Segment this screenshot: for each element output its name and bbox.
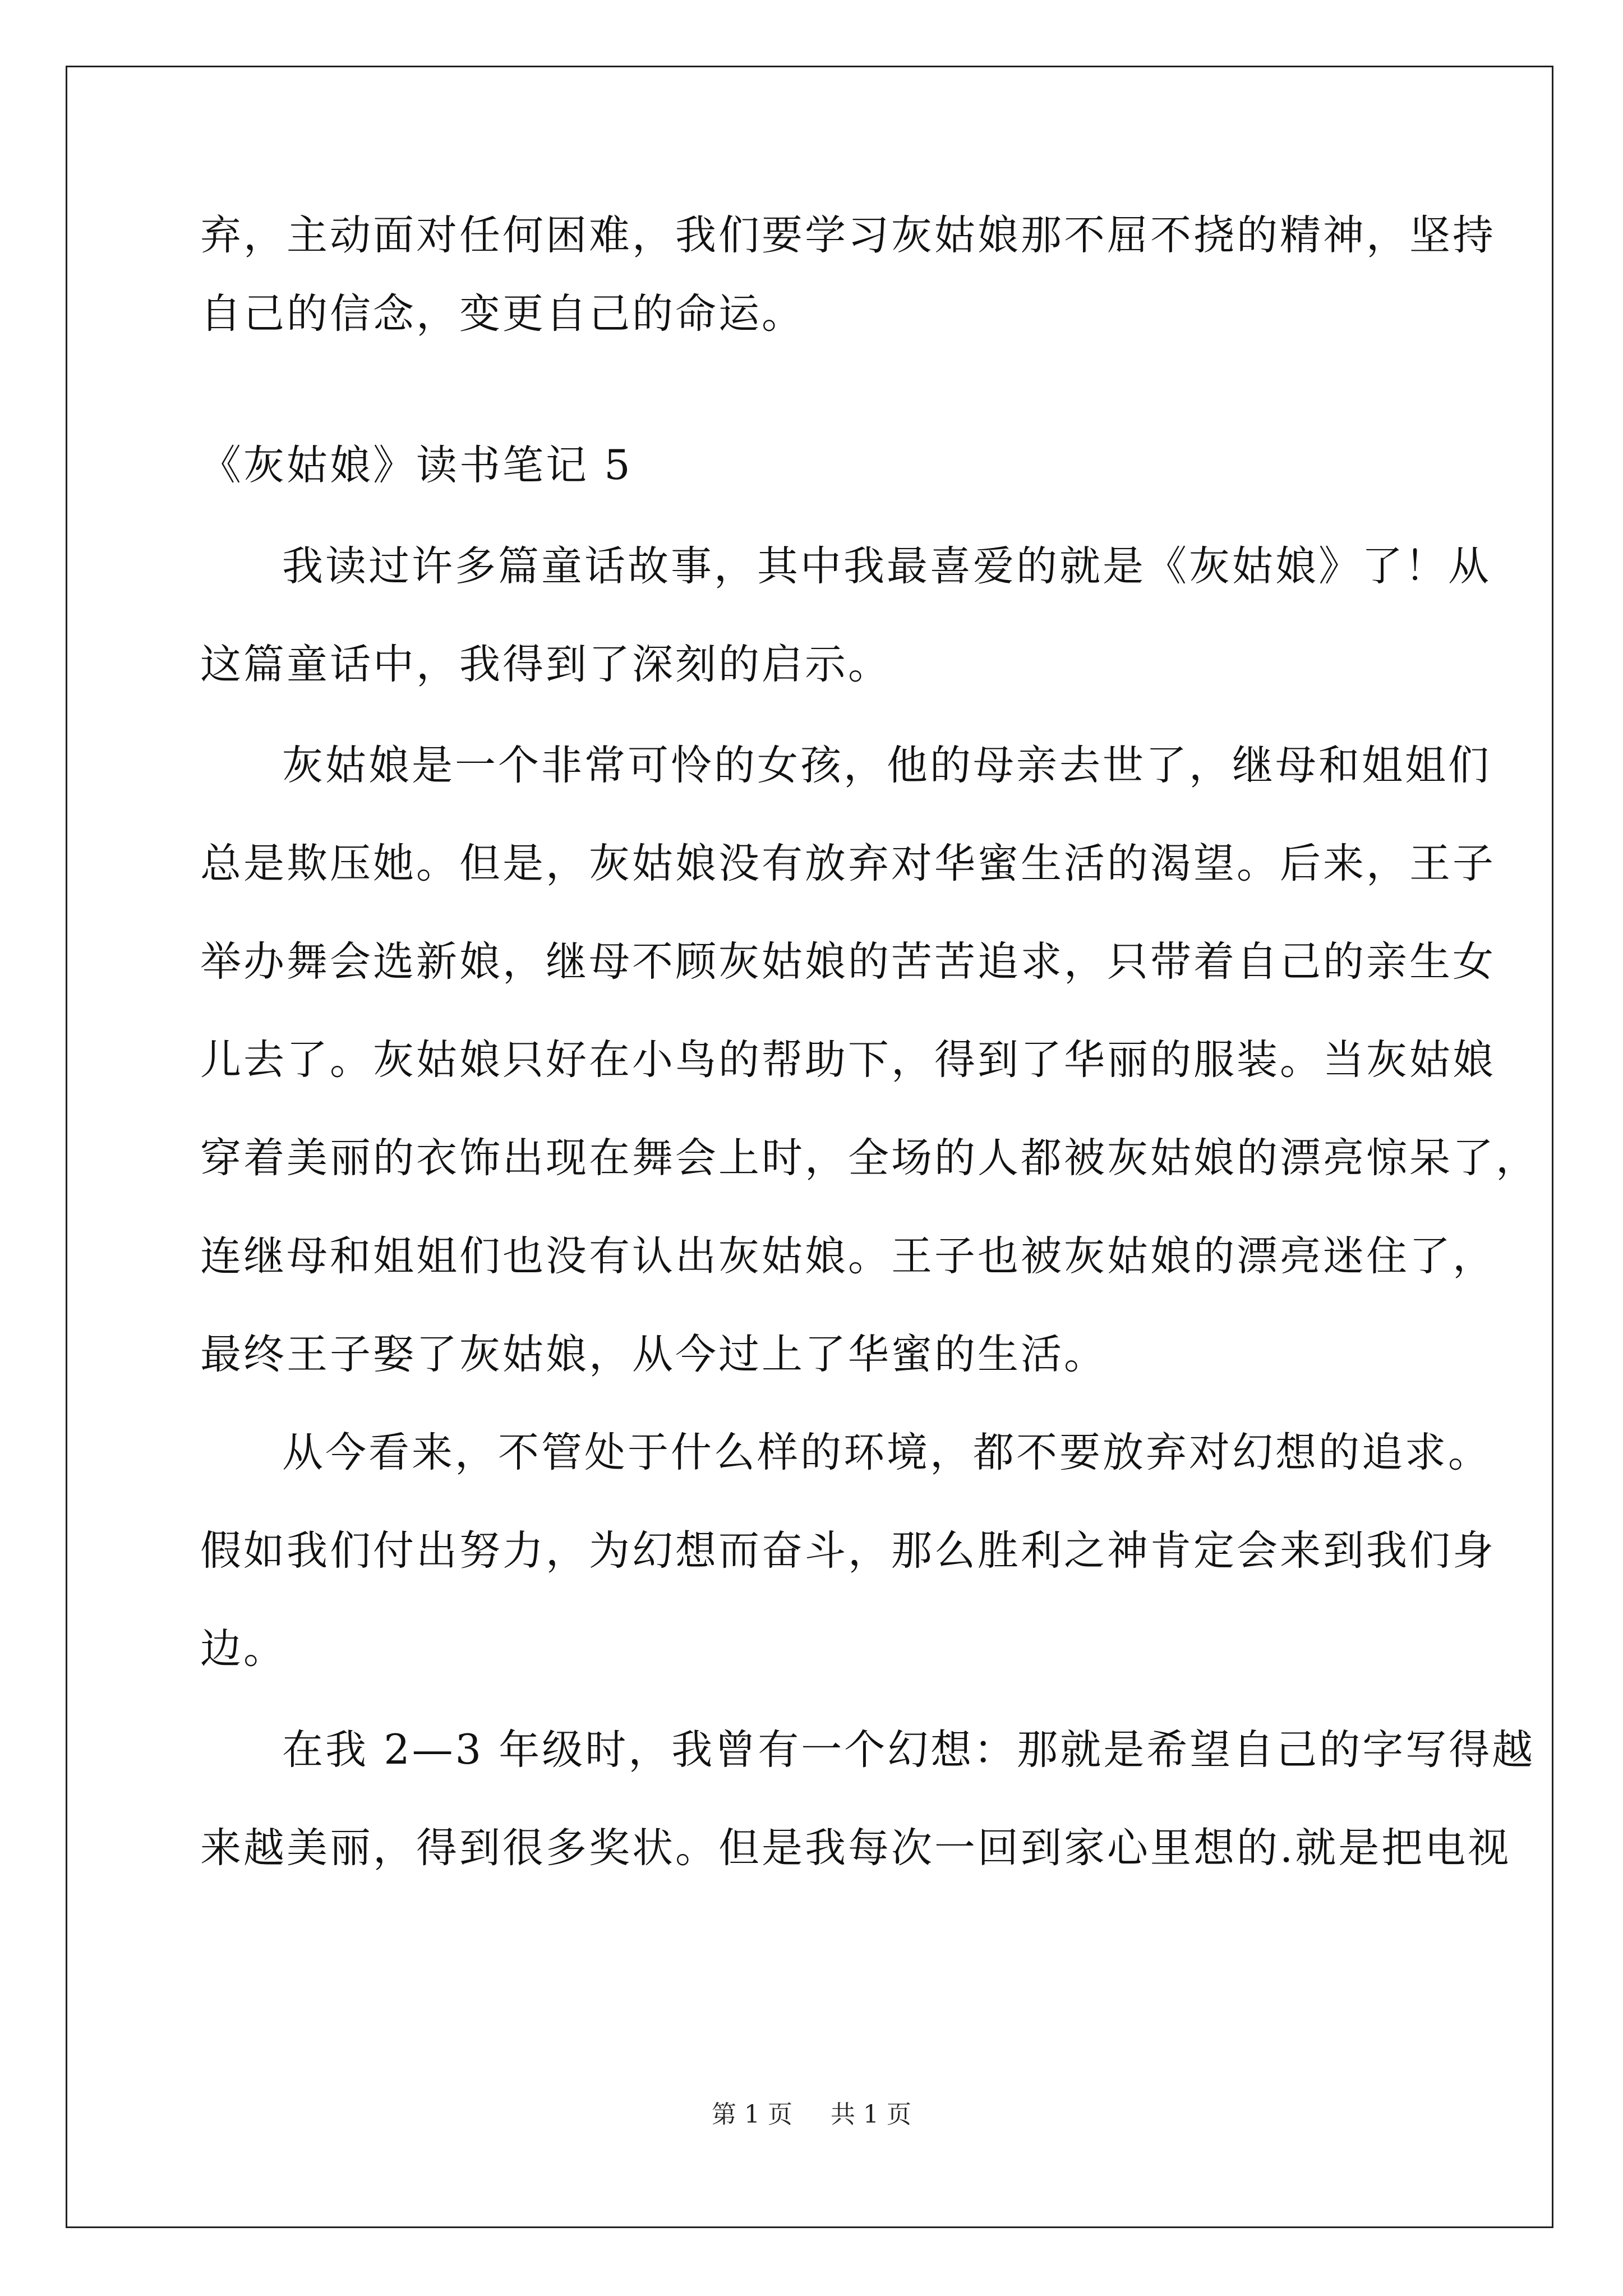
- paragraph-first-line: 从今看来，不管处于什么样的环境，都不要放弃对幻想的追求。: [282, 1429, 1491, 1476]
- paragraph-first-line: 我读过许多篇童话故事，其中我最喜爱的就是《灰姑娘》了！从: [282, 542, 1491, 590]
- text-line: 总是欺压她。但是，灰姑娘没有放弃对华蜜生活的渴望。后来，王子: [200, 840, 1496, 887]
- text-line: 儿去了。灰姑娘只好在小鸟的帮助下，得到了华丽的服装。当灰姑娘: [200, 1036, 1496, 1084]
- text-line: 假如我们付出努力，为幻想而奋斗，那么胜利之神肯定会来到我们身: [200, 1527, 1496, 1575]
- text-line: 边。: [200, 1625, 287, 1673]
- text-line: 来越美丽，得到很多奖状。但是我每次一回到家心里想的.就是把电视: [200, 1824, 1511, 1872]
- section-heading: 《灰姑娘》读书笔记 5: [200, 441, 633, 489]
- text-line: 最终王子娶了灰姑娘，从今过上了华蜜的生活。: [200, 1331, 1107, 1378]
- page-total: 共 1 页: [831, 2100, 911, 2129]
- text-line: 这篇童话中，我得到了深刻的启示。: [200, 641, 891, 688]
- text-line: 连继母和姐姐们也没有认出灰姑娘。王子也被灰姑娘的漂亮迷住了，: [200, 1232, 1496, 1280]
- page-footer: [0, 2098, 1623, 2132]
- text-line: 弃，主动面对任何困难，我们要学习灰姑娘那不屈不挠的精神，坚持: [200, 211, 1496, 259]
- paragraph-first-line: 在我 2—3 年级时，我曾有一个幻想：那就是希望自己的字写得越: [282, 1726, 1536, 1774]
- text-line: 自己的信念，变更自己的命运。: [200, 290, 805, 338]
- paragraph-first-line: 灰姑娘是一个非常可怜的女孩，他的母亲去世了，继母和姐姐们: [282, 742, 1491, 789]
- text-line: 举办舞会选新娘，继母不顾灰姑娘的苦苦追求，只带着自己的亲生女: [200, 938, 1496, 986]
- text-line: 穿着美丽的衣饰出现在舞会上时，全场的人都被灰姑娘的漂亮惊呆了，: [200, 1134, 1539, 1182]
- page-number: 第 1 页: [712, 2100, 792, 2129]
